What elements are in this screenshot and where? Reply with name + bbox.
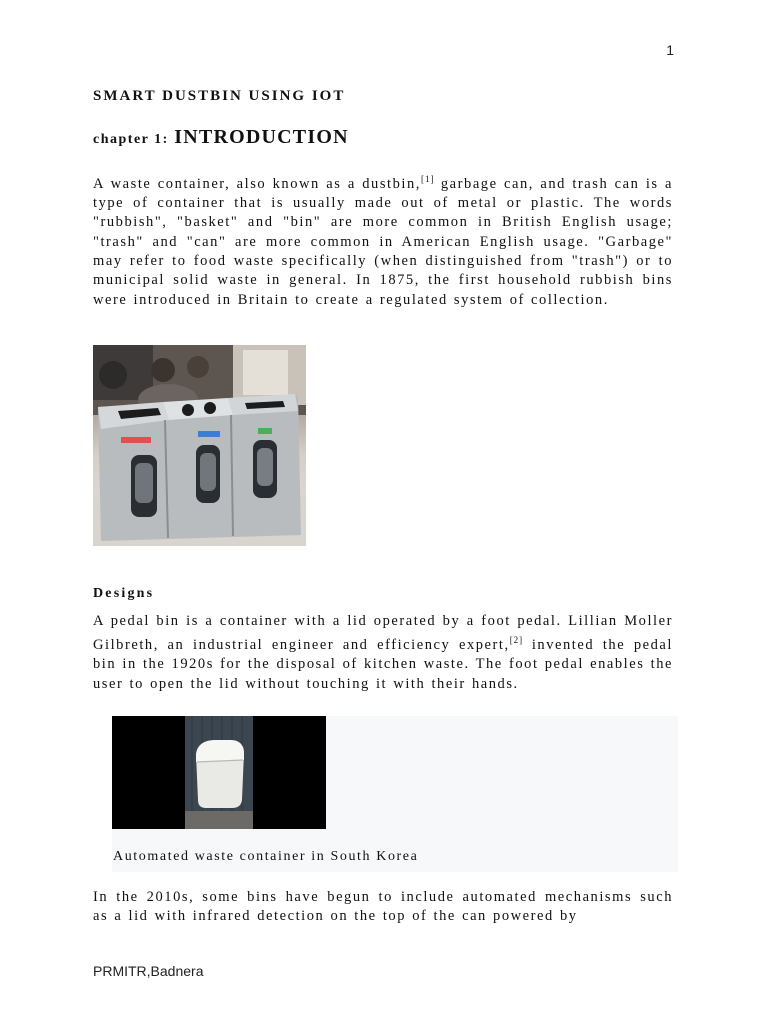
designs-text-rest: invented the pedal bin in the 1920s for the disposal of kitchen waste. The foot pedal enables the user to open the lid without touching it with their hands. <box>93 637 673 692</box>
recycling-bins-photo <box>93 345 306 546</box>
citation-ref-1[interactable]: [1] <box>420 174 435 184</box>
automated-bin-photo <box>112 716 326 829</box>
chapter-heading <box>93 126 349 149</box>
figure-automated-bin <box>112 716 678 872</box>
intro-text-start: A waste container, also known as a dustbin, <box>93 175 421 192</box>
designs-heading: Designs <box>93 586 155 601</box>
citation-ref-2[interactable]: [2] <box>509 635 524 646</box>
intro-paragraph <box>93 170 673 310</box>
figure-caption: Automated waste container in South Korea <box>113 849 419 864</box>
closing-paragraph: In the 2010s, some bins have begun to include automated mechanisms such as a lid with infrared detection on the top of the can powered by <box>93 889 673 925</box>
intro-text-rest: garbage can, and trash can is a type of container that is usually made out of metal or plastic. The words "rubbish", "basket" and "bin" are more common in British English usage; "trash" and "can" are more common in American English usage. "Garbage" may refer to food waste specifically (when distinguished from "trash") or to municipal solid waste in general. In 1875, the first household rubbish bins were introduced in Britain to create a regulated system of collection. <box>93 175 673 308</box>
chapter-title: INTRODUCTION <box>174 126 349 148</box>
chapter-label: chapter 1: <box>93 132 169 147</box>
page-footer: PRMITR,Badnera <box>93 963 204 979</box>
designs-text-start: A pedal bin is a container with a lid operated by a foot pedal. Lillian Moller Gilbreth, an industrial engineer and efficiency expert, <box>93 613 673 654</box>
page-number: 1 <box>666 42 674 58</box>
designs-paragraph <box>93 612 673 694</box>
document-title: SMART DUSTBIN USING IOT <box>93 88 346 104</box>
